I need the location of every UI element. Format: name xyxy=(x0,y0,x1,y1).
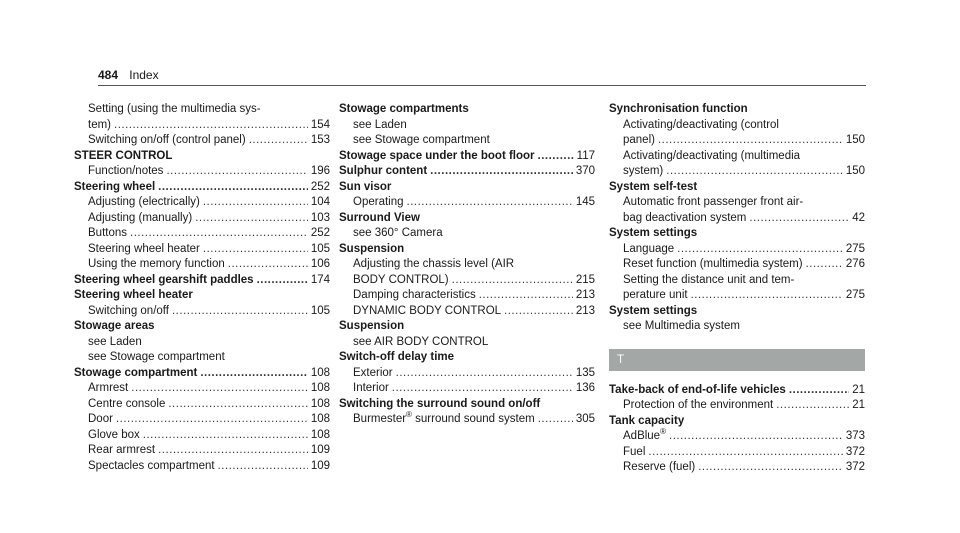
entry-text xyxy=(88,428,140,444)
index-sub-entry xyxy=(74,350,330,366)
entry-text-part: Stowage compartments xyxy=(339,103,469,115)
entry-text xyxy=(623,242,674,258)
index-sub-entry xyxy=(339,412,595,428)
entry-text-part: Fuel xyxy=(623,445,646,458)
entry-text xyxy=(353,227,443,239)
index-sub-entry xyxy=(339,273,595,289)
entry-text-part: Switching on/off xyxy=(88,304,169,317)
page-reference[interactable]: 105 xyxy=(310,242,330,255)
index-main-entry xyxy=(609,180,865,196)
page-reference[interactable]: 150 xyxy=(845,165,865,177)
entry-text xyxy=(339,103,469,115)
dot-leader xyxy=(143,428,308,444)
entry-text xyxy=(88,304,169,320)
dot-leader xyxy=(504,304,573,320)
index-sub-entry xyxy=(609,195,865,211)
index-main-entry xyxy=(609,304,865,320)
entry-text-part: bag deactivation system xyxy=(623,211,747,224)
dot-leader xyxy=(218,459,308,475)
dot-leader xyxy=(166,164,307,180)
entry-text xyxy=(74,273,254,289)
page-reference[interactable]: 108 xyxy=(310,382,330,394)
entry-text-part: tem) xyxy=(88,118,111,131)
entry-text-part: Glove box xyxy=(88,428,140,441)
entry-text xyxy=(339,243,404,255)
entry-text-part: Exterior xyxy=(353,366,393,379)
page-reference[interactable]: 109 xyxy=(310,459,330,472)
entry-text-part: see Stowage compartment xyxy=(353,134,490,146)
entry-text xyxy=(88,118,111,134)
entry-text-part: Steering wheel heater xyxy=(74,289,193,301)
entry-text xyxy=(88,226,127,242)
index-sub-entry xyxy=(74,133,330,149)
index-sub-entry xyxy=(74,164,330,180)
index-main-entry xyxy=(74,319,330,335)
entry-text-part: Interior xyxy=(353,382,389,394)
page-reference[interactable]: 150 xyxy=(845,134,865,146)
entry-text xyxy=(623,460,695,476)
index-sub-entry xyxy=(74,412,330,428)
entry-text-part: Steering wheel gearshift paddles xyxy=(74,273,254,286)
index-main-entry xyxy=(609,383,865,399)
dot-leader xyxy=(776,398,849,414)
page-reference[interactable]: 275 xyxy=(845,289,865,301)
entry-text xyxy=(353,119,407,131)
entry-text xyxy=(74,180,155,196)
entry-text xyxy=(623,274,794,286)
entry-text xyxy=(353,258,514,270)
entry-text-part: Function/notes xyxy=(88,165,164,177)
dot-leader xyxy=(257,273,308,289)
page-reference[interactable]: 117 xyxy=(576,149,595,162)
index-sub-entry xyxy=(74,226,330,242)
page-reference[interactable]: 305 xyxy=(575,413,595,425)
entry-text xyxy=(609,227,697,239)
dot-leader xyxy=(691,288,843,304)
entry-text-part: Buttons xyxy=(88,227,127,239)
index-sub-entry xyxy=(609,445,865,461)
entry-text-part: see Multimedia system xyxy=(623,320,740,332)
entry-text xyxy=(88,257,225,273)
page-reference[interactable]: 275 xyxy=(845,242,865,255)
dot-leader xyxy=(130,226,308,242)
entry-text xyxy=(339,212,420,224)
entry-text-part: Reserve (fuel) xyxy=(623,461,696,473)
entry-text xyxy=(339,351,454,363)
entry-text xyxy=(609,383,786,399)
index-sub-entry xyxy=(609,164,865,180)
page-reference[interactable]: 136 xyxy=(575,382,595,394)
entry-text xyxy=(88,381,128,397)
entry-text xyxy=(609,305,697,317)
index-sub-entry xyxy=(74,118,330,134)
index-main-entry xyxy=(339,164,595,180)
page-reference[interactable]: 105 xyxy=(310,304,330,317)
index-sub-entry xyxy=(339,226,595,242)
dot-leader xyxy=(203,195,308,211)
entry-text xyxy=(88,102,261,118)
entry-text-part: STEER CONTROL xyxy=(74,149,173,162)
entry-text xyxy=(74,150,172,162)
entry-text xyxy=(353,288,476,304)
dot-leader xyxy=(698,460,843,476)
section-letter-heading: T xyxy=(609,349,865,371)
index-sub-entry xyxy=(339,381,595,397)
entry-text-part: Rear armrest xyxy=(88,444,156,456)
entry-text xyxy=(88,412,113,428)
entry-text-part: Adjusting (electrically) xyxy=(88,196,200,208)
entry-text xyxy=(88,459,215,475)
index-sub-entry xyxy=(339,118,595,134)
index-main-entry xyxy=(339,180,595,196)
entry-text-part: Activating/deactivating (multimedia xyxy=(623,149,801,162)
entry-text-part: Burmester xyxy=(353,413,407,425)
index-sub-entry xyxy=(609,288,865,304)
entry-text xyxy=(623,196,803,208)
entry-text xyxy=(623,257,803,273)
entry-text-part: Damping characteristics xyxy=(353,289,476,301)
entry-text-part: Using the memory function xyxy=(88,258,225,270)
entry-text xyxy=(609,181,697,193)
entry-text-part: Setting the distance unit and tem- xyxy=(623,273,795,286)
dot-leader xyxy=(396,366,573,382)
index-sub-entry xyxy=(609,257,865,273)
entry-text xyxy=(623,164,663,180)
dot-leader xyxy=(452,273,573,289)
entry-text-part: Steering wheel heater xyxy=(88,242,200,255)
entry-text xyxy=(623,133,655,149)
index-sub-entry xyxy=(339,366,595,382)
index-main-entry xyxy=(339,397,595,413)
entry-text xyxy=(353,195,404,211)
entry-text-part: Sulphur content xyxy=(339,165,428,177)
dot-leader xyxy=(749,211,849,227)
dot-leader xyxy=(430,164,573,180)
index-sub-entry xyxy=(339,195,595,211)
index-main-entry xyxy=(74,180,330,196)
index-column-3 xyxy=(609,102,865,476)
entry-text-part: see AIR BODY CONTROL xyxy=(353,335,489,348)
dot-leader xyxy=(648,445,842,461)
entry-text xyxy=(623,288,688,304)
entry-text xyxy=(88,397,165,413)
entry-text xyxy=(339,398,540,410)
index-sub-entry xyxy=(609,242,865,258)
index-sub-entry xyxy=(74,335,330,351)
entry-text-part: Setting (using the multimedia sys- xyxy=(88,103,261,115)
entry-text xyxy=(74,320,155,332)
dot-leader xyxy=(479,288,573,304)
entry-text xyxy=(623,445,645,461)
entry-text xyxy=(353,336,488,348)
entry-text xyxy=(353,304,501,320)
index-sub-entry xyxy=(339,133,595,149)
index-sub-entry xyxy=(74,102,330,118)
entry-text-part: Surround View xyxy=(339,211,420,224)
entry-text xyxy=(353,366,393,382)
entry-text-part: system) xyxy=(623,165,664,177)
dot-leader xyxy=(392,381,573,397)
page-reference[interactable]: 252 xyxy=(310,227,330,239)
index-sub-entry xyxy=(74,257,330,273)
entry-text-part: Sun visor xyxy=(339,180,392,193)
index-main-entry xyxy=(609,102,865,118)
index-sub-entry xyxy=(74,195,330,211)
index-sub-entry xyxy=(339,335,595,351)
entry-text-part: System settings xyxy=(609,304,698,317)
entry-text-part: see Stowage compartment xyxy=(88,351,225,363)
index-sub-entry xyxy=(609,273,865,289)
page-reference[interactable]: 196 xyxy=(310,165,330,177)
index-main-entry xyxy=(74,366,330,382)
dot-leader xyxy=(538,412,573,428)
dot-leader xyxy=(172,304,308,320)
dot-leader xyxy=(203,242,308,258)
page-reference[interactable]: 42 xyxy=(852,211,865,224)
entry-text-part: see 360° Camera xyxy=(353,227,443,239)
index-sub-entry xyxy=(609,149,865,165)
entry-text-part: Stowage compartment xyxy=(74,366,198,379)
index-main-entry xyxy=(339,102,595,118)
page-reference[interactable]: 103 xyxy=(310,211,330,224)
page-reference[interactable]: 174 xyxy=(310,273,330,286)
index-main-entry xyxy=(339,242,595,258)
entry-text-part: Language xyxy=(623,242,675,255)
dot-leader xyxy=(158,180,308,196)
dot-leader xyxy=(131,381,308,397)
page-reference[interactable]: 104 xyxy=(310,196,330,208)
entry-text-part: see Laden xyxy=(88,335,142,348)
registered-mark: ® xyxy=(406,410,412,420)
page-header xyxy=(98,68,159,85)
index-main-entry xyxy=(339,211,595,227)
entry-text-part: Automatic front passenger front air- xyxy=(623,196,804,208)
dot-leader xyxy=(195,211,308,227)
header-rule xyxy=(98,85,866,86)
page-number: 484 xyxy=(98,68,119,82)
entry-text xyxy=(609,103,748,115)
entry-text xyxy=(74,366,197,382)
page-reference[interactable]: 145 xyxy=(575,196,595,208)
entry-text-part: Spectacles compartment xyxy=(88,459,215,472)
entry-text xyxy=(339,181,391,193)
index-main-entry xyxy=(339,149,595,165)
index-main-entry xyxy=(339,350,595,366)
index-sub-entry xyxy=(609,460,865,476)
dot-leader xyxy=(168,397,307,413)
index-sub-entry xyxy=(609,118,865,134)
entry-text xyxy=(88,195,200,211)
entry-text-part: Reset function (multimedia system) xyxy=(623,258,803,270)
index-sub-entry xyxy=(339,288,595,304)
entry-text-part: Switching the surround sound on/off xyxy=(339,397,541,410)
entry-text-part: Centre console xyxy=(88,397,166,410)
entry-text-part: perature unit xyxy=(623,289,688,301)
index-main-entry xyxy=(339,319,595,335)
page-reference[interactable]: 370 xyxy=(575,165,595,177)
entry-text-part: Stowage space under the boot floor xyxy=(339,149,535,162)
entry-text-part: Switching on/off (control panel) xyxy=(88,134,246,146)
page-reference[interactable]: 276 xyxy=(845,258,865,270)
index-sub-entry xyxy=(74,242,330,258)
entry-text-part: Stowage areas xyxy=(74,320,155,332)
index-sub-entry xyxy=(74,459,330,475)
entry-text xyxy=(88,351,225,363)
entry-text xyxy=(88,242,200,258)
dot-leader xyxy=(114,118,308,134)
index-sub-entry xyxy=(609,319,865,335)
page-reference[interactable]: 213 xyxy=(575,289,595,301)
page-reference[interactable]: 154 xyxy=(310,118,330,131)
index-sub-entry xyxy=(609,211,865,227)
dot-leader xyxy=(806,257,843,273)
entry-text xyxy=(339,149,535,165)
index-sub-entry xyxy=(339,257,595,273)
entry-text-part: Synchronisation function xyxy=(609,103,748,115)
dot-leader xyxy=(116,412,308,428)
entry-text-part: Suspension xyxy=(339,320,405,332)
entry-text xyxy=(623,398,773,414)
entry-text-part: BODY CONTROL) xyxy=(353,273,449,286)
entry-text xyxy=(353,381,389,397)
entry-text xyxy=(88,211,192,227)
entry-text xyxy=(609,415,684,427)
index-main-entry xyxy=(74,149,330,165)
entry-text xyxy=(353,412,535,428)
page-reference[interactable]: 372 xyxy=(845,445,865,458)
page-reference[interactable]: 108 xyxy=(310,366,330,379)
page-reference[interactable]: 109 xyxy=(310,444,330,456)
entry-text xyxy=(88,443,155,459)
page-reference[interactable]: 108 xyxy=(310,428,330,441)
entry-text-part: DYNAMIC BODY CONTROL xyxy=(353,304,502,317)
index-sub-entry xyxy=(74,428,330,444)
index-sub-entry xyxy=(609,398,865,414)
entry-text xyxy=(88,164,163,180)
index-sub-entry xyxy=(74,211,330,227)
entry-text-part: Take-back of end-of-life vehicles xyxy=(609,383,786,396)
page-reference[interactable]: 215 xyxy=(575,273,595,286)
page-reference[interactable]: 372 xyxy=(845,461,865,473)
index-sub-entry xyxy=(609,133,865,149)
entry-text-part: Steering wheel xyxy=(74,180,156,193)
page-reference[interactable]: 213 xyxy=(575,304,595,317)
page-title: Index xyxy=(129,68,159,82)
index-sub-entry xyxy=(74,443,330,459)
entry-text-part: System self-test xyxy=(609,180,698,193)
dot-leader xyxy=(407,195,573,211)
entry-text-part: Activating/deactivating (control xyxy=(623,118,779,131)
entry-text xyxy=(339,164,427,180)
dot-leader xyxy=(669,429,843,445)
index-main-entry xyxy=(74,288,330,304)
dot-leader xyxy=(666,164,843,180)
entry-text-part: surround sound system xyxy=(411,413,535,425)
entry-text-part: Operating xyxy=(353,196,404,208)
index-sub-entry xyxy=(339,304,595,320)
index-sub-entry xyxy=(74,381,330,397)
entry-text xyxy=(623,150,800,162)
page-reference[interactable]: 373 xyxy=(845,430,865,442)
entry-text-part: AdBlue xyxy=(623,430,661,442)
page-reference[interactable]: 135 xyxy=(575,366,595,379)
entry-text-part: Switch-off delay time xyxy=(339,351,455,363)
dot-leader xyxy=(200,366,307,382)
entry-text xyxy=(74,289,193,301)
page-reference[interactable]: 153 xyxy=(310,134,330,146)
entry-text xyxy=(339,320,404,332)
entry-text-part: Adjusting the chassis level (AIR xyxy=(353,258,515,270)
page-reference[interactable]: 252 xyxy=(310,180,330,193)
entry-text-part: Protection of the environment xyxy=(623,399,774,411)
page-reference[interactable]: 108 xyxy=(310,397,330,410)
index-main-entry xyxy=(609,414,865,430)
index-column-2 xyxy=(339,102,595,428)
entry-text xyxy=(353,134,490,146)
dot-leader xyxy=(538,149,574,165)
dot-leader xyxy=(658,133,843,149)
registered-mark: ® xyxy=(660,427,666,437)
index-main-entry xyxy=(74,273,330,289)
page-reference[interactable]: 21 xyxy=(852,383,865,396)
dot-leader xyxy=(677,242,843,258)
page-reference[interactable]: 106 xyxy=(310,258,330,270)
index-sub-entry xyxy=(74,397,330,413)
entry-text xyxy=(623,429,666,445)
entry-text xyxy=(88,336,142,348)
dot-leader xyxy=(158,443,308,459)
entry-text xyxy=(623,211,746,227)
entry-text xyxy=(623,119,779,131)
page-reference[interactable]: 21 xyxy=(852,399,865,411)
dot-leader xyxy=(249,133,308,149)
dot-leader xyxy=(228,257,308,273)
index-column-1 xyxy=(74,102,330,474)
entry-text xyxy=(88,133,246,149)
entry-text xyxy=(353,273,449,289)
entry-text xyxy=(623,320,740,332)
entry-text-part: Tank capacity xyxy=(609,414,685,427)
index-sub-entry xyxy=(74,304,330,320)
entry-text-part: Armrest xyxy=(88,382,129,394)
entry-text-part: see Laden xyxy=(353,118,407,131)
entry-text-part: System settings xyxy=(609,227,698,239)
index-sub-entry xyxy=(609,429,865,445)
index-main-entry xyxy=(609,226,865,242)
entry-text-part: Door xyxy=(88,413,113,425)
dot-leader xyxy=(789,383,849,399)
entry-text-part: panel) xyxy=(623,134,655,146)
entry-text-part: Adjusting (manually) xyxy=(88,211,193,224)
entry-text-part: Suspension xyxy=(339,242,405,255)
page-reference[interactable]: 108 xyxy=(310,413,330,425)
